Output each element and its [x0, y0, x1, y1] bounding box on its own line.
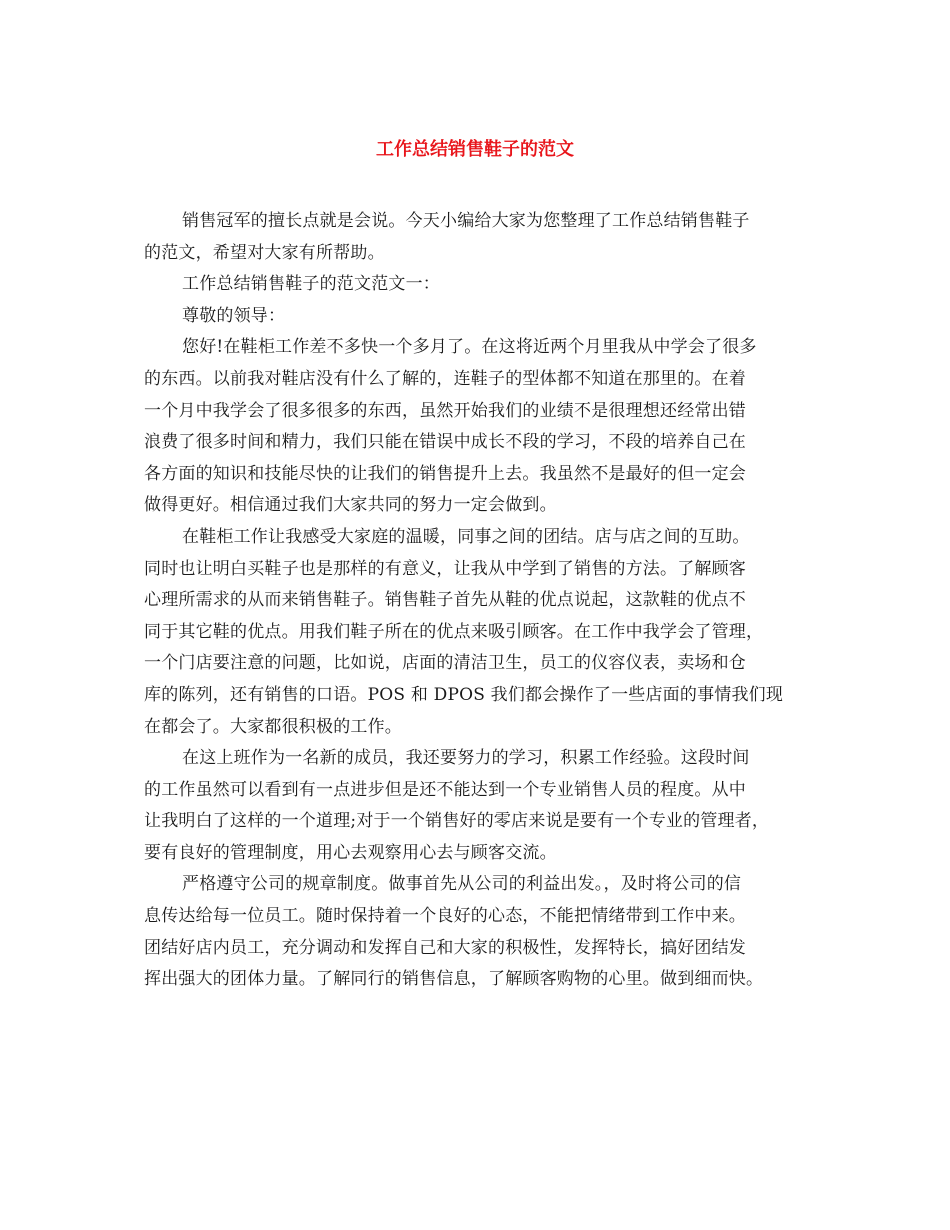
body-text-line: 同时也让明白买鞋子也是那样的有意义，让我从中学到了销售的方法。了解顾客	[144, 558, 746, 579]
body-text-line: 挥出强大的团体力量。了解同行的销售信息，了解顾客购物的心里。做到细而快。	[144, 969, 764, 990]
body-text-line: 在鞋柜工作让我感受大家庭的温暖，同事之间的团结。店与店之间的互助。	[182, 526, 750, 547]
body-text-line: 您好!在鞋柜工作差不多快一个多月了。在这将近两个月里我从中学会了很多	[182, 337, 757, 358]
body-text-line: 心理所需求的从而来销售鞋子。销售鞋子首先从鞋的优点说起，这款鞋的优点不	[144, 590, 746, 611]
body-text-line: 要有良好的管理制度，用心去观察用心去与顾客交流。	[144, 842, 557, 863]
body-text-line: 浪费了很多时间和精力，我们只能在错误中成长不段的学习，不段的培养自己在	[144, 432, 746, 453]
body-text-line: 在这上班作为一名新的成员，我还要努力的学习，积累工作经验。这段时间	[182, 748, 750, 769]
body-text-line: 息传达给每一位员工。随时保持着一个良好的心态，不能把情绪带到工作中来。	[144, 906, 746, 927]
body-text-line: 的东西。以前我对鞋店没有什么了解的，连鞋子的型体都不知道在那里的。在着	[144, 368, 746, 389]
document-title: 工作总结销售鞋子的范文	[376, 139, 574, 160]
document-body	[144, 206, 824, 996]
body-text-line: 的范文，希望对大家有所帮助。	[144, 242, 385, 263]
body-text-line: 工作总结销售鞋子的范文范文一：	[182, 274, 440, 295]
body-text-line: 的工作虽然可以看到有一点进步但是还不能达到一个专业销售人员的程度。从中	[144, 779, 746, 800]
body-text-line: 一个门店要注意的问题，比如说，店面的清洁卫生，员工的仪容仪表，卖场和仓	[144, 653, 746, 674]
body-text-line: 同于其它鞋的优点。用我们鞋子所在的优点来吸引顾客。在工作中我学会了管理，	[144, 621, 764, 642]
body-text-line: 严格遵守公司的规章制度。做事首先从公司的利益出发。，及时将公司的信	[182, 874, 742, 895]
body-text-line: 一个月中我学会了很多很多的东西，虽然开始我们的业绩不是很理想还经常出错	[144, 400, 746, 421]
body-text-line: 各方面的知识和技能尽快的让我们的销售提升上去。我虽然不是最好的但一定会	[144, 463, 746, 484]
body-text-line: 让我明白了这样的一个道理;对于一个销售好的零店来说是要有一个专业的管理者，	[144, 811, 770, 832]
body-text-line: 库的陈列，还有销售的口语。POS 和 DPOS 我们都会操作了一些店面的事情我们现	[144, 684, 784, 705]
body-text-line: 做得更好。相信通过我们大家共同的努力一定会做到。	[144, 495, 557, 516]
body-text-line: 在都会了。大家都很积极的工作。	[144, 716, 402, 737]
body-text-line: 销售冠军的擅长点就是会说。今天小编给大家为您整理了工作总结销售鞋子	[182, 211, 750, 231]
body-text-line: 尊敬的领导：	[182, 305, 286, 326]
body-text-line: 团结好店内员工，充分调动和发挥自己和大家的积极性，发挥特长，搞好团结发	[144, 937, 746, 958]
